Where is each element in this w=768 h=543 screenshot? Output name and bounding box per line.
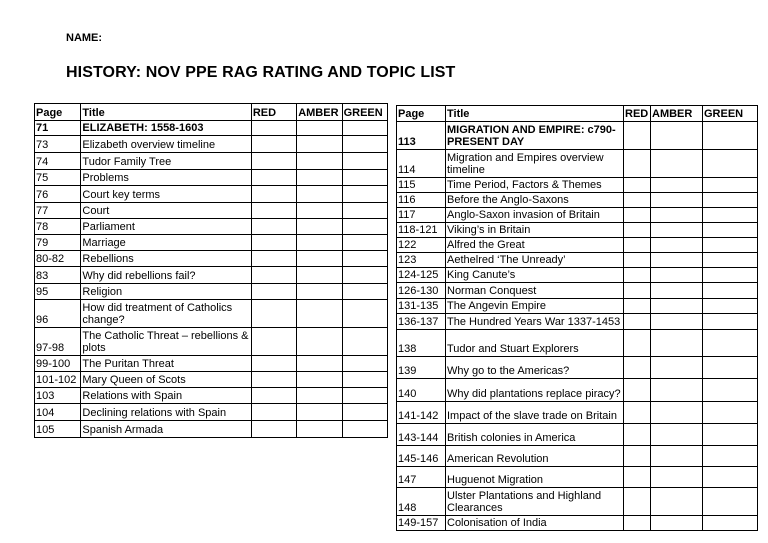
title-cell: Why did plantations replace piracy? [446,379,624,402]
amber-rating-cell[interactable] [297,300,342,328]
green-rating-cell[interactable] [703,488,758,516]
page-cell: 122 [397,238,446,253]
column-header-red: RED [624,106,651,122]
page-cell: 80-82 [35,251,81,267]
title-cell: Elizabeth overview timeline [81,136,251,153]
red-rating-cell[interactable] [624,516,651,531]
table-row [35,219,388,235]
page-cell: 140 [397,379,446,402]
red-rating-cell[interactable] [624,283,651,299]
green-rating-cell[interactable] [342,372,387,388]
green-rating-cell[interactable] [703,379,758,402]
page-cell: 131-135 [397,299,446,314]
green-rating-cell[interactable] [703,516,758,531]
table-row [397,150,758,178]
green-rating-cell[interactable] [703,357,758,379]
red-rating-cell[interactable] [251,388,296,404]
table-row [35,186,388,203]
amber-rating-cell[interactable] [297,203,342,219]
table-row [397,208,758,223]
title-cell: Alfred the Great [446,238,624,253]
page-cell: 118-121 [397,223,446,238]
table-row [397,238,758,253]
page-cell: 79 [35,235,81,251]
page-cell: 145-146 [397,446,446,467]
amber-rating-cell[interactable] [651,299,703,314]
green-rating-cell[interactable] [342,404,387,421]
amber-rating-cell[interactable] [651,193,703,208]
title-cell: Tudor Family Tree [81,153,251,170]
table-row [397,253,758,268]
title-cell: Court key terms [81,186,251,203]
red-rating-cell[interactable] [624,253,651,268]
table-row [397,424,758,446]
page-cell: 124-125 [397,268,446,283]
red-rating-cell[interactable] [624,446,651,467]
title-cell: Huguenot Migration [446,467,624,488]
red-rating-cell[interactable] [251,251,296,267]
amber-rating-cell[interactable] [297,284,342,300]
column-header-red: RED [251,104,296,121]
red-rating-cell[interactable] [624,424,651,446]
green-rating-cell[interactable] [703,268,758,283]
green-rating-cell[interactable] [342,421,387,438]
title-cell: Rebellions [81,251,251,267]
table-header-row [35,104,388,121]
page-cell: 83 [35,267,81,284]
title-cell: Spanish Armada [81,421,251,438]
table-row [35,300,388,328]
red-rating-cell[interactable] [624,150,651,178]
page-cell: 115 [397,178,446,193]
title-cell: Court [81,203,251,219]
page-cell: 105 [35,421,81,438]
title-cell: Problems [81,170,251,186]
page-cell: 77 [35,203,81,219]
red-rating-cell[interactable] [624,122,651,150]
table-row [397,379,758,402]
amber-rating-cell[interactable] [651,379,703,402]
green-rating-cell[interactable] [703,314,758,330]
table-row [397,268,758,283]
red-rating-cell[interactable] [251,235,296,251]
column-header-green: GREEN [342,104,387,121]
table-row [397,357,758,379]
amber-rating-cell[interactable] [651,253,703,268]
amber-rating-cell[interactable] [297,421,342,438]
table-row [397,516,758,531]
table-row [397,488,758,516]
amber-rating-cell[interactable] [651,283,703,299]
green-rating-cell[interactable] [342,251,387,267]
green-rating-cell[interactable] [342,170,387,186]
red-rating-cell[interactable] [624,299,651,314]
table-row [397,122,758,150]
amber-rating-cell[interactable] [297,372,342,388]
green-rating-cell[interactable] [703,330,758,357]
page-cell: 101-102 [35,372,81,388]
title-cell: Declining relations with Spain [81,404,251,421]
right-topic-table [396,105,758,531]
table-row [35,121,388,136]
page-cell: 99-100 [35,356,81,372]
amber-rating-cell[interactable] [651,150,703,178]
page-cell: 116 [397,193,446,208]
page-cell: 75 [35,170,81,186]
title-cell: Religion [81,284,251,300]
amber-rating-cell[interactable] [297,267,342,284]
page-cell: 138 [397,330,446,357]
title-cell: Parliament [81,219,251,235]
amber-rating-cell[interactable] [297,219,342,235]
green-rating-cell[interactable] [342,136,387,153]
green-rating-cell[interactable] [703,122,758,150]
page-cell: 103 [35,388,81,404]
page-cell: 148 [397,488,446,516]
title-cell: Relations with Spain [81,388,251,404]
amber-rating-cell[interactable] [297,186,342,203]
amber-rating-cell[interactable] [297,121,342,136]
table-row [35,251,388,267]
green-rating-cell[interactable] [342,219,387,235]
table-row [397,193,758,208]
red-rating-cell[interactable] [624,402,651,424]
green-rating-cell[interactable] [342,121,387,136]
red-rating-cell[interactable] [251,267,296,284]
green-rating-cell[interactable] [703,208,758,223]
page-cell: 78 [35,219,81,235]
title-cell: Marriage [81,235,251,251]
red-rating-cell[interactable] [251,203,296,219]
page-cell: 71 [35,121,81,136]
red-rating-cell[interactable] [251,121,296,136]
page-cell: 149-157 [397,516,446,531]
green-rating-cell[interactable] [703,238,758,253]
table-row [397,299,758,314]
table-row [35,235,388,251]
amber-rating-cell[interactable] [651,122,703,150]
page-cell: 147 [397,467,446,488]
red-rating-cell[interactable] [624,357,651,379]
green-rating-cell[interactable] [703,253,758,268]
page-cell: 113 [397,122,446,150]
red-rating-cell[interactable] [624,193,651,208]
green-rating-cell[interactable] [703,299,758,314]
amber-rating-cell[interactable] [651,402,703,424]
red-rating-cell[interactable] [251,421,296,438]
title-cell: Before the Anglo-Saxons [446,193,624,208]
red-rating-cell[interactable] [251,219,296,235]
amber-rating-cell[interactable] [651,223,703,238]
amber-rating-cell[interactable] [297,388,342,404]
amber-rating-cell[interactable] [651,238,703,253]
title-cell: The Puritan Threat [81,356,251,372]
red-rating-cell[interactable] [624,238,651,253]
title-cell: Time Period, Factors & Themes [446,178,624,193]
amber-rating-cell[interactable] [651,516,703,531]
green-rating-cell[interactable] [342,300,387,328]
green-rating-cell[interactable] [703,402,758,424]
page-cell: 143-144 [397,424,446,446]
amber-rating-cell[interactable] [651,330,703,357]
green-rating-cell[interactable] [342,388,387,404]
table-row [35,203,388,219]
red-rating-cell[interactable] [251,284,296,300]
table-row [35,388,388,404]
title-cell: MIGRATION AND EMPIRE: c790-PRESENT DAY [446,122,624,150]
green-rating-cell[interactable] [703,150,758,178]
amber-rating-cell[interactable] [297,404,342,421]
red-rating-cell[interactable] [624,178,651,193]
amber-rating-cell[interactable] [651,208,703,223]
amber-rating-cell[interactable] [297,328,342,356]
red-rating-cell[interactable] [624,467,651,488]
green-rating-cell[interactable] [703,193,758,208]
title-cell: British colonies in America [446,424,624,446]
amber-rating-cell[interactable] [651,357,703,379]
table-row [397,223,758,238]
table-row [35,267,388,284]
amber-rating-cell[interactable] [651,314,703,330]
amber-rating-cell[interactable] [651,268,703,283]
green-rating-cell[interactable] [703,446,758,467]
red-rating-cell[interactable] [251,356,296,372]
page-cell: 74 [35,153,81,170]
page-cell: 126-130 [397,283,446,299]
amber-rating-cell[interactable] [651,488,703,516]
page-cell: 114 [397,150,446,178]
table-row [397,330,758,357]
table-row [35,170,388,186]
title-cell: Impact of the slave trade on Britain [446,402,624,424]
title-cell: The Angevin Empire [446,299,624,314]
page-cell: 73 [35,136,81,153]
green-rating-cell[interactable] [703,223,758,238]
green-rating-cell[interactable] [342,203,387,219]
table-row [397,178,758,193]
red-rating-cell[interactable] [251,372,296,388]
table-row [35,284,388,300]
red-rating-cell[interactable] [251,300,296,328]
table-row [35,136,388,153]
title-cell: Mary Queen of Scots [81,372,251,388]
amber-rating-cell[interactable] [651,446,703,467]
amber-rating-cell[interactable] [297,356,342,372]
table-row [35,328,388,356]
green-rating-cell[interactable] [342,284,387,300]
red-rating-cell[interactable] [251,153,296,170]
page-cell: 123 [397,253,446,268]
table-row [35,356,388,372]
table-row [397,314,758,330]
table-row [397,402,758,424]
title-cell: American Revolution [446,446,624,467]
red-rating-cell[interactable] [624,314,651,330]
title-cell: The Catholic Threat – rebellions & plots [81,328,251,356]
green-rating-cell[interactable] [342,328,387,356]
green-rating-cell[interactable] [703,467,758,488]
page-cell: 141-142 [397,402,446,424]
green-rating-cell[interactable] [342,356,387,372]
column-header-title: Title [446,106,624,122]
amber-rating-cell[interactable] [651,178,703,193]
red-rating-cell[interactable] [624,379,651,402]
table-header-row [397,106,758,122]
title-cell: Aethelred ‘The Unready’ [446,253,624,268]
table-row [35,421,388,438]
name-label: NAME: [66,32,103,44]
red-rating-cell[interactable] [624,268,651,283]
green-rating-cell[interactable] [342,186,387,203]
red-rating-cell[interactable] [251,404,296,421]
title-cell: Ulster Plantations and Highland Clearances [446,488,624,516]
column-header-amber: AMBER [297,104,342,121]
red-rating-cell[interactable] [624,208,651,223]
red-rating-cell[interactable] [624,223,651,238]
page-cell: 139 [397,357,446,379]
column-header-green: GREEN [703,106,758,122]
title-cell: ELIZABETH: 1558-1603 [81,121,251,136]
column-header-amber: AMBER [651,106,703,122]
page-cell: 104 [35,404,81,421]
amber-rating-cell[interactable] [297,170,342,186]
title-cell: Migration and Empires overview timeline [446,150,624,178]
title-cell: The Hundred Years War 1337-1453 [446,314,624,330]
page-cell: 76 [35,186,81,203]
green-rating-cell[interactable] [703,178,758,193]
amber-rating-cell[interactable] [297,153,342,170]
green-rating-cell[interactable] [342,235,387,251]
page-cell: 136-137 [397,314,446,330]
table-row [397,283,758,299]
amber-rating-cell[interactable] [651,467,703,488]
red-rating-cell[interactable] [624,488,651,516]
amber-rating-cell[interactable] [651,424,703,446]
title-cell: Why did rebellions fail? [81,267,251,284]
title-cell: King Canute’s [446,268,624,283]
red-rating-cell[interactable] [251,328,296,356]
column-header-page: Page [35,104,81,121]
title-cell: Viking’s in Britain [446,223,624,238]
title-cell: Anglo-Saxon invasion of Britain [446,208,624,223]
amber-rating-cell[interactable] [297,136,342,153]
title-cell: Tudor and Stuart Explorers [446,330,624,357]
green-rating-cell[interactable] [703,424,758,446]
page-cell: 97-98 [35,328,81,356]
page-cell: 117 [397,208,446,223]
page-title: HISTORY: NOV PPE RAG RATING AND TOPIC LIST [66,64,456,81]
table-row [35,153,388,170]
title-cell: Colonisation of India [446,516,624,531]
red-rating-cell[interactable] [251,136,296,153]
green-rating-cell[interactable] [342,267,387,284]
red-rating-cell[interactable] [251,186,296,203]
red-rating-cell[interactable] [251,170,296,186]
column-header-page: Page [397,106,446,122]
title-cell: How did treatment of Catholics change? [81,300,251,328]
amber-rating-cell[interactable] [297,251,342,267]
title-cell: Why go to the Americas? [446,357,624,379]
left-topic-table [34,103,388,438]
table-row [35,372,388,388]
title-cell: Norman Conquest [446,283,624,299]
green-rating-cell[interactable] [703,283,758,299]
green-rating-cell[interactable] [342,153,387,170]
table-row [397,446,758,467]
column-header-title: Title [81,104,251,121]
red-rating-cell[interactable] [624,330,651,357]
page-cell: 96 [35,300,81,328]
page-cell: 95 [35,284,81,300]
table-row [35,404,388,421]
amber-rating-cell[interactable] [297,235,342,251]
table-row [397,467,758,488]
